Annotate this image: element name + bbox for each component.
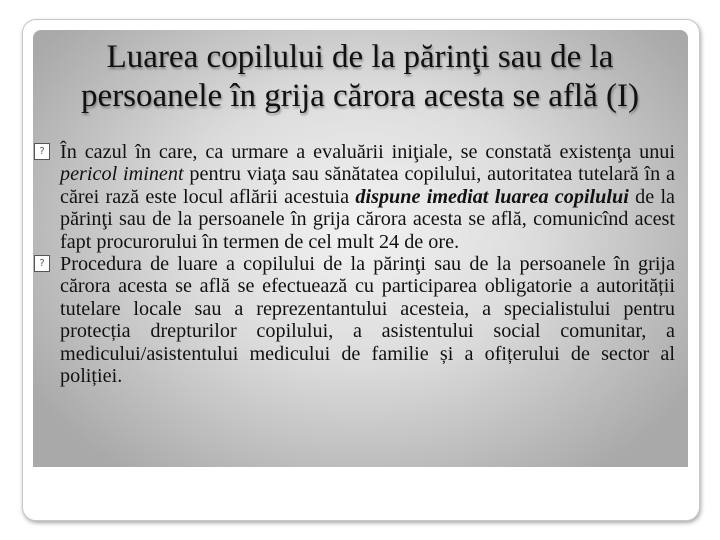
bullet-box-icon: ? [34,143,50,160]
slide-title [0,38,720,116]
paragraph-2-text: Procedura de luare a copilului de la părinţi sau de la persoanele în grija cărora acesta se află se efectuează cu participarea obligatorie a autorității tutelare locale sau a reprezentantului acesteia, a specialistului pentru protecția drepturilor copilului, a asistentului social comunitar, a medicului/asistentului medicului de familie și a ofițerului de sector al poliției. [60,253,675,388]
paragraph-1-emphasis-italic: pericol iminent [60,163,184,186]
paragraph-1-text-b: pentru viaţa sau sănătatea copilului, autoritatea tutelară în a cărei rază este locul aflării acestuia [60,163,676,208]
slide-title-line-1: Luarea copilului de la părinţi sau de la [106,39,614,75]
slide-body [34,141,675,387]
paragraph-1-text-c: de la părinţi sau de la persoanele în grija cărora acesta se află, comunicînd acest fapt procurorului în termen de cel mult 24 de ore. [60,185,676,253]
bullet-paragraph-1 [34,141,675,253]
paragraph-1-text-a: În cazul în care, ca urmare a evaluării iniţiale, se constată existenţa unui [60,141,675,163]
bullet-box-icon: ? [34,255,50,272]
paragraph-1-emphasis-bold-italic: dispune imediat luarea copilului [355,185,629,208]
bullet-paragraph-2 [34,253,675,387]
slide-title-line-2: persoanele în grija cărora acesta se află (I) [81,78,639,114]
